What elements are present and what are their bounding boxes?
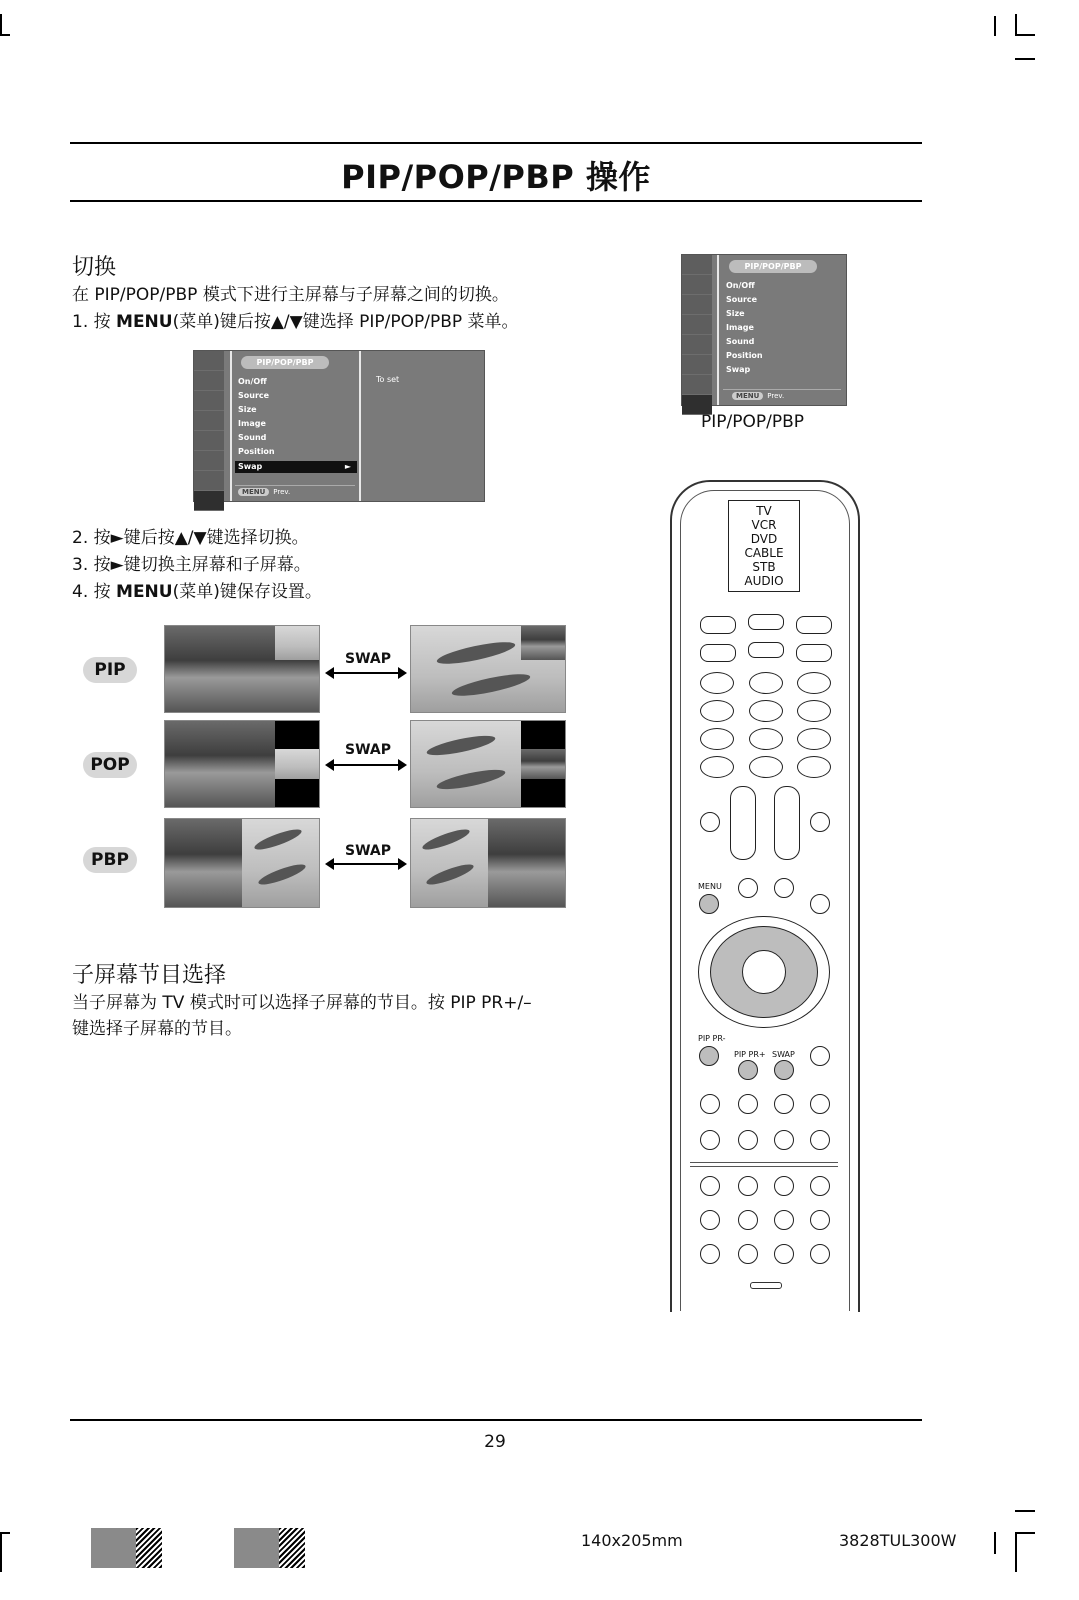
remote-btn[interactable]: [774, 878, 794, 898]
swap-arrow-pip: [333, 672, 399, 674]
remote-btn[interactable]: [700, 1176, 720, 1196]
remote-btn[interactable]: [700, 1244, 720, 1264]
pip-after-image: [410, 625, 566, 713]
osd-footer: MENU Prev.: [238, 488, 290, 496]
remote-side-btn[interactable]: [810, 812, 830, 832]
volume-rocker[interactable]: [730, 786, 756, 860]
remote-number-btn[interactable]: [700, 700, 734, 722]
osd-small-item-sound: Sound: [726, 337, 755, 346]
mode-badge-pop: POP: [83, 752, 137, 778]
remote-control: [670, 480, 860, 1312]
osd-item-sound: Sound: [238, 433, 267, 442]
crop-mark-top-right: [994, 16, 996, 36]
mode-badge-pbp: PBP: [83, 847, 137, 873]
pip-pr-minus-label: PIP PR-: [698, 1034, 726, 1043]
remote-btn[interactable]: [810, 1046, 830, 1066]
remote-btn[interactable]: [700, 644, 736, 662]
title-rule-top: [70, 142, 922, 144]
remote-btn[interactable]: [810, 1130, 830, 1150]
remote-number-btn[interactable]: [797, 700, 831, 722]
crop-mark-top-right-h2: [1015, 58, 1035, 60]
menu-button[interactable]: [699, 894, 719, 914]
osd-small-item-size: Size: [726, 309, 745, 318]
remote-btn[interactable]: [810, 894, 830, 914]
osd-item-image: Image: [238, 419, 266, 428]
remote-btn[interactable]: [774, 1130, 794, 1150]
pop-before-image: [164, 720, 320, 808]
footer-code: 3828TUL300W: [839, 1531, 957, 1550]
remote-btn[interactable]: [748, 642, 784, 658]
pip-pr-minus-button[interactable]: [699, 1046, 719, 1066]
pip-before-image: [164, 625, 320, 713]
title-rule-bottom: [70, 200, 922, 202]
remote-btn[interactable]: [810, 1176, 830, 1196]
section-intro: 在 PIP/POP/PBP 模式下进行主屏幕与子屏幕之间的切换。: [72, 285, 509, 305]
remote-btn[interactable]: [774, 1244, 794, 1264]
step-1: 1. 按 MENU(菜单)键后按▲/▼键选择 PIP/POP/PBP 菜单。: [72, 312, 519, 332]
remote-btn[interactable]: [738, 1176, 758, 1196]
remote-btn[interactable]: [796, 644, 832, 662]
remote-number-btn[interactable]: [749, 756, 783, 778]
crop-mark-top-right-h: [1015, 34, 1035, 36]
osd-item-position: Position: [238, 447, 275, 456]
osd-right-text: To set: [376, 375, 400, 384]
osd-small-footer: MENU Prev.: [732, 392, 784, 400]
remote-side-btn[interactable]: [700, 812, 720, 832]
remote-btn[interactable]: [738, 1210, 758, 1230]
crop-mark-top-right-2: [1015, 14, 1017, 36]
swap-button[interactable]: [774, 1060, 794, 1080]
remote-btn[interactable]: [738, 1244, 758, 1264]
osd-item-source: Source: [238, 391, 270, 400]
registration-block-1: [91, 1528, 136, 1568]
remote-btn[interactable]: [774, 1176, 794, 1196]
osd-item-size: Size: [238, 405, 257, 414]
step-3: 3. 按►键切换主屏幕和子屏幕。: [72, 555, 311, 575]
mode-badge-pip: PIP: [83, 657, 137, 683]
remote-btn[interactable]: [700, 1130, 720, 1150]
osd-small-caption: PIP/POP/PBP: [701, 412, 805, 432]
swap-arrow-pbp: [333, 863, 399, 865]
page-title: PIP/POP/PBP 操作: [341, 158, 651, 196]
channel-rocker[interactable]: [774, 786, 800, 860]
osd-small-header: PIP/POP/PBP: [729, 260, 817, 273]
osd-item-onoff: On/Off: [238, 377, 267, 386]
crop-mark-bottom-right-v: [1015, 1532, 1017, 1572]
remote-number-btn[interactable]: [749, 728, 783, 750]
remote-btn[interactable]: [700, 616, 736, 634]
registration-hatch-1: [136, 1528, 162, 1568]
remote-btn[interactable]: [700, 1094, 720, 1114]
osd-small-item-position: Position: [726, 351, 763, 360]
osd-small-item-source: Source: [726, 295, 758, 304]
osd-item-swap-selected: Swap ►: [235, 461, 357, 473]
registration-block-2: [234, 1528, 279, 1568]
crop-mark-bottom-right-h2: [1015, 1510, 1035, 1512]
footer-rule: [70, 1419, 922, 1421]
remote-btn[interactable]: [774, 1210, 794, 1230]
remote-btn[interactable]: [810, 1094, 830, 1114]
swap-label-pip: SWAP: [345, 651, 391, 667]
remote-btn[interactable]: [738, 878, 758, 898]
remote-source-panel: TV VCR DVD CABLE STB AUDIO: [728, 500, 800, 592]
crop-mark-bottom-right: [994, 1532, 996, 1554]
swap-label-remote: SWAP: [772, 1050, 795, 1059]
registration-hatch-2: [279, 1528, 305, 1568]
osd-menu-small: [681, 254, 847, 406]
remote-number-btn[interactable]: [797, 756, 831, 778]
remote-btn[interactable]: [774, 1094, 794, 1114]
osd-header: PIP/POP/PBP: [241, 356, 329, 369]
swap-label-pbp: SWAP: [345, 843, 391, 859]
remote-number-btn[interactable]: [700, 672, 734, 694]
section2-line1: 当子屏幕为 TV 模式时可以选择子屏幕的节目。按 PIP PR+/–: [72, 993, 532, 1013]
section-heading-sub-program: 子屏幕节目选择: [72, 963, 227, 988]
remote-btn[interactable]: [748, 614, 784, 630]
pip-pr-plus-label: PIP PR+: [734, 1050, 766, 1059]
swap-arrow-pop: [333, 764, 399, 766]
section-heading-swap: 切换: [72, 255, 117, 280]
page-number: 29: [484, 1432, 506, 1452]
pbp-after-image: [410, 818, 566, 908]
remote-number-btn[interactable]: [797, 672, 831, 694]
menu-label: MENU: [698, 882, 722, 891]
remote-number-btn[interactable]: [700, 728, 734, 750]
footer-size: 140x205mm: [581, 1531, 683, 1550]
remote-number-btn[interactable]: [700, 756, 734, 778]
osd-small-item-swap: Swap: [726, 365, 751, 374]
pip-pr-plus-button[interactable]: [738, 1060, 758, 1080]
pbp-before-image: [164, 818, 320, 908]
crop-mark-bottom-right-h: [1015, 1532, 1035, 1534]
pop-after-image: [410, 720, 566, 808]
remote-number-btn[interactable]: [797, 728, 831, 750]
remote-btn[interactable]: [738, 1094, 758, 1114]
remote-number-btn[interactable]: [749, 672, 783, 694]
crop-mark-bottom-left-v: [0, 1532, 2, 1572]
remote-btn[interactable]: [738, 1130, 758, 1150]
remote-btn[interactable]: [796, 616, 832, 634]
osd-small-item-onoff: On/Off: [726, 281, 755, 290]
remote-btn[interactable]: [810, 1210, 830, 1230]
osd-small-item-image: Image: [726, 323, 754, 332]
crop-mark-top-left: [0, 14, 2, 36]
remote-btn[interactable]: [700, 1210, 720, 1230]
osd-menu-large: [193, 350, 485, 502]
section2-line2: 键选择子屏幕的节目。: [72, 1019, 242, 1039]
crop-mark-top-left-h: [0, 34, 10, 36]
swap-label-pop: SWAP: [345, 742, 391, 758]
remote-btn[interactable]: [810, 1244, 830, 1264]
step-2: 2. 按►键后按▲/▼键选择切换。: [72, 528, 309, 548]
remote-number-btn[interactable]: [749, 700, 783, 722]
step-4: 4. 按 MENU(菜单)键保存设置。: [72, 582, 322, 602]
ok-button[interactable]: [742, 950, 786, 994]
